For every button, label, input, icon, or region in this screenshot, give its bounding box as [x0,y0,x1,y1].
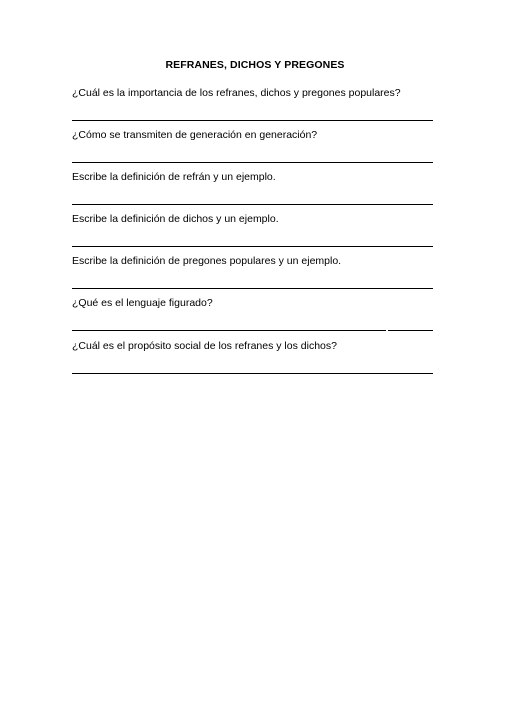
answer-line-4[interactable] [72,246,433,247]
question-1: ¿Cuál es la importancia de los refranes, dichos y pregones populares? [72,87,401,99]
answer-line-1[interactable] [72,120,433,121]
worksheet-title: REFRANES, DICHOS Y PREGONES [165,59,345,71]
answer-line-2[interactable] [72,162,433,163]
answer-line-3[interactable] [72,204,433,205]
question-5: Escribe la definición de pregones populares y un ejemplo. [72,255,342,267]
question-3: Escribe la definición de refrán y un ejemplo. [72,171,276,183]
answer-line-6-segment-a [72,330,386,331]
question-4: Escribe la definición de dichos y un ejemplo. [72,213,279,225]
answer-line-5[interactable] [72,288,433,289]
answer-line-6-segment-b [388,330,433,331]
question-2: ¿Cómo se transmiten de generación en generación? [72,129,318,141]
question-6: ¿Qué es el lenguaje figurado? [72,297,213,309]
question-7: ¿Cuál es el propósito social de los refranes y los dichos? [72,340,337,352]
answer-line-7[interactable] [72,373,433,374]
